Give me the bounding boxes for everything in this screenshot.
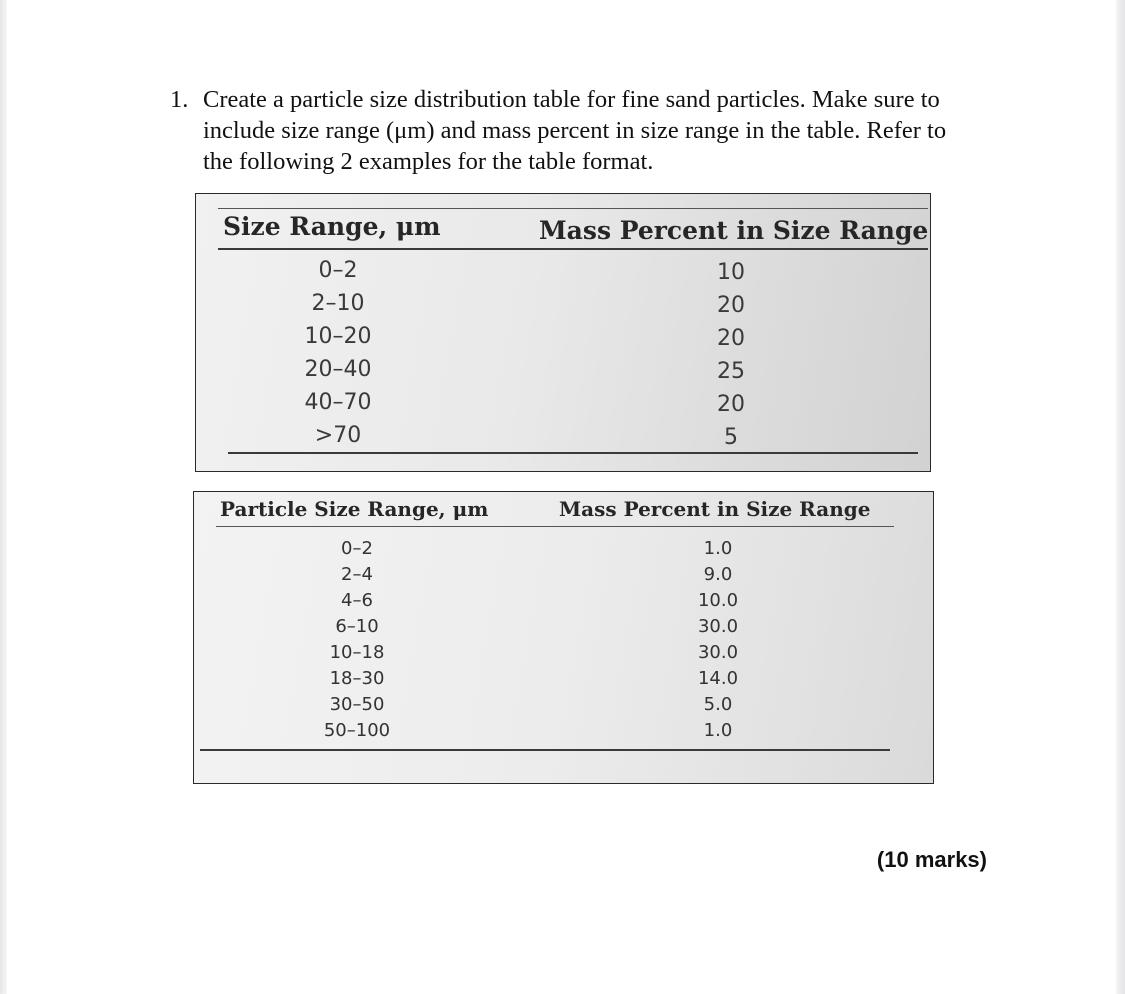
- table-2-header-size-range: Particle Size Range, μm: [220, 497, 489, 521]
- table-1-mass-cell: 20: [717, 293, 745, 318]
- table-1-size-cell: 40–70: [304, 390, 372, 415]
- table-2-size-cell: 6–10: [335, 616, 379, 637]
- table-1-mass-cell: 25: [717, 359, 745, 384]
- table-2-mass-column: [678, 536, 758, 744]
- table-2-mass-cell: 10.0: [697, 590, 739, 611]
- table-2-size-cell: 50–100: [323, 720, 391, 741]
- table-bottom-rule: [200, 749, 890, 751]
- table-2-size-cell: 2–4: [341, 564, 373, 585]
- question-line-2: include size range (μm) and mass percent in size range in the table. Refer to: [203, 117, 947, 144]
- page-edge-left: [0, 0, 7, 994]
- table-1-header-size-range: Size Range, μm: [223, 212, 441, 241]
- table-1-size-cell: 10–20: [304, 324, 372, 349]
- table-1-size-cell: >70: [314, 423, 362, 448]
- table-bottom-rule: [228, 452, 918, 454]
- table-1-mass-cell: 5: [724, 425, 738, 450]
- table-1-size-column: [278, 254, 398, 452]
- table-2-size-cell: 18–30: [329, 668, 385, 689]
- example-table-1: [195, 193, 931, 472]
- example-table-2: [193, 491, 934, 784]
- table-header-rule: [216, 526, 894, 527]
- table-1-header-mass-percent: Mass Percent in Size Range: [539, 216, 929, 245]
- table-2-mass-cell: 9.0: [703, 564, 733, 585]
- table-2-size-cell: 10–18: [329, 642, 385, 663]
- table-2-size-cell: 30–50: [329, 694, 385, 715]
- page-edge-right: [1116, 0, 1125, 994]
- table-1-size-cell: 20–40: [304, 357, 372, 382]
- table-1-size-cell: 0–2: [318, 258, 358, 283]
- table-header-rule: [218, 248, 928, 250]
- question-line-1: Create a particle size distribution table for fine sand particles. Make sure to: [203, 86, 940, 113]
- table-2-mass-cell: 30.0: [697, 642, 739, 663]
- table-2-mass-cell: 1.0: [703, 720, 733, 741]
- table-2-mass-cell: 14.0: [697, 668, 739, 689]
- table-1-mass-cell: 20: [717, 326, 745, 351]
- question-number: 1.: [170, 86, 189, 113]
- table-2-mass-cell: 30.0: [697, 616, 739, 637]
- table-2-mass-cell: 5.0: [703, 694, 733, 715]
- table-1-mass-cell: 20: [717, 392, 745, 417]
- table-top-rule: [218, 208, 928, 209]
- table-2-mass-cell: 1.0: [703, 538, 733, 559]
- table-2-header-mass-percent: Mass Percent in Size Range: [559, 497, 871, 521]
- marks-label: (10 marks): [876, 847, 987, 872]
- question-line-3: the following 2 examples for the table format.: [203, 148, 654, 175]
- table-1-size-cell: 2–10: [311, 291, 365, 316]
- table-1-mass-cell: 10: [717, 260, 745, 285]
- table-2-size-cell: 0–2: [341, 538, 373, 559]
- table-1-mass-column: [696, 256, 766, 454]
- table-2-size-cell: 4–6: [341, 590, 373, 611]
- table-2-size-column: [302, 536, 412, 744]
